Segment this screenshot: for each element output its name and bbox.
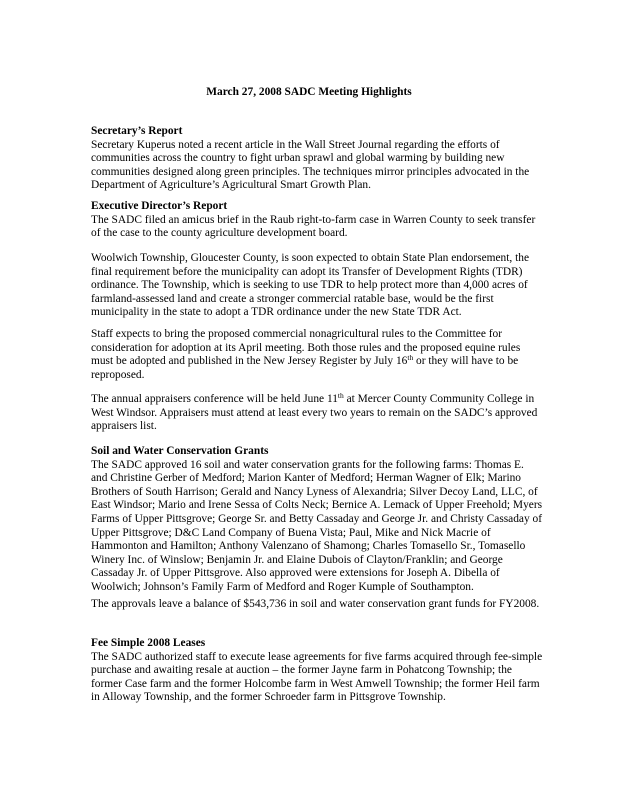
document-title: March 27, 2008 SADC Meeting Highlights — [206, 86, 412, 98]
section-heading: Soil and Water Conservation Grants — [91, 445, 269, 457]
paragraph: The SADC authorized staff to execute lease agreements for five farms acquired through fee-simple purchase and awaiting resale at auction – the former Jayne farm in Pohatcong Township; the former Case farm and the former Holcombe farm in West Amwell Township; the former Heil farm in Alloway Township, and the former Schroeder farm in Pittsgrove Township. — [91, 650, 543, 704]
paragraph: Woolwich Township, Gloucester County, is soon expected to obtain State Plan endorsement, the final requirement before the municipality can adopt its Transfer of Development Rights (TDR) ordinance. The Township, which is seeking to use TDR to help protect more than 4,000 acres of farmland-assessed land and create a stronger commercial ratable base, would be the first municipality in the state to adopt a TDR ordinance under the new State TDR Act. — [91, 252, 530, 319]
paragraph: The approvals leave a balance of $543,736 in soil and water conservation grant funds for FY2008. — [91, 598, 540, 610]
paragraph: The SADC filed an amicus brief in the Raub right-to-farm case in Warren County to seek transfer of the case to the county agriculture development board. — [91, 213, 536, 240]
ordinal-suffix: th — [337, 391, 344, 400]
paragraph — [91, 393, 543, 434]
section-executive-paragraph-4 — [91, 393, 543, 434]
section-secretary-report — [91, 125, 543, 193]
paragraph: The SADC approved 16 soil and water conservation grants for the following farms: Thomas E. and Christine Gerber of Medford; Marion Kanter of Medford; Herman Wagner of Elk; Marino Brothers of South Harrison; Gerald and Nancy Lyness of Alexandria; Silver Decoy Land, LLC, of East Windsor; Mario and Irene Sessa of Colts Neck; Bernice A. Lemack of Upper Freehold; Myers Farms of Upper Pittsgrove; George Sr. and Betty Cassaday and George Jr. and Christy Cassaday of Upper Pittsgrove; D&C Land Company of Buena Vista; Paul, Mike and Nick Macrie of Hammonton and Hamilton; Anthony Valenzano of Shamong; Charles Tomasello Sr., Tomasello Winery Inc. of Winslow; Benjamin Jr. and Elaine Dubois of Clayton/Franklin; and George Cassaday Jr. of Upper Pittsgrove. Also approved were extensions for Joseph A. Dibella of Woolwich; Johnson’s Family Farm of Medford and Roger Kumple of Southampton. — [91, 458, 543, 593]
section-executive-director-report — [91, 200, 543, 241]
section-executive-paragraph-3 — [91, 328, 543, 382]
ordinal-suffix: th — [407, 353, 414, 363]
paragraph — [91, 328, 543, 382]
section-executive-paragraph-2 — [91, 252, 543, 320]
paragraph-text: or they will have to be reproposed. — [91, 355, 519, 381]
paragraph: Secretary Kuperus noted a recent article in the Wall Street Journal regarding the efforts of communities across the country to fight urban sprawl and global warming by building new communities designed along green principles. The techniques mirror principles advocated in the Department of Agriculture’s Agricultural Smart Growth Plan. — [91, 138, 530, 192]
section-heading: Secretary’s Report — [91, 125, 183, 137]
section-heading: Executive Director’s Report — [91, 200, 228, 212]
paragraph-text: Staff expects to bring the proposed commercial nonagricultural rules to the Committee for consideration for adoption at its April meeting. Both those rules and the proposed equine rules must be adopted and published in the New Jersey Register by July 16 — [91, 328, 521, 368]
section-soil-water-grants — [91, 445, 543, 595]
section-heading: Fee Simple 2008 Leases — [91, 637, 206, 649]
section-soil-water-paragraph-2 — [91, 598, 543, 612]
section-fee-simple-leases — [91, 637, 543, 705]
paragraph-text: at Mercer County Community College in West Windsor. Appraisers must attend at least every two years to remain on the SADC’s approved appraisers list. — [91, 393, 538, 433]
paragraph-text: The annual appraisers conference will be held June 11 — [91, 393, 338, 405]
